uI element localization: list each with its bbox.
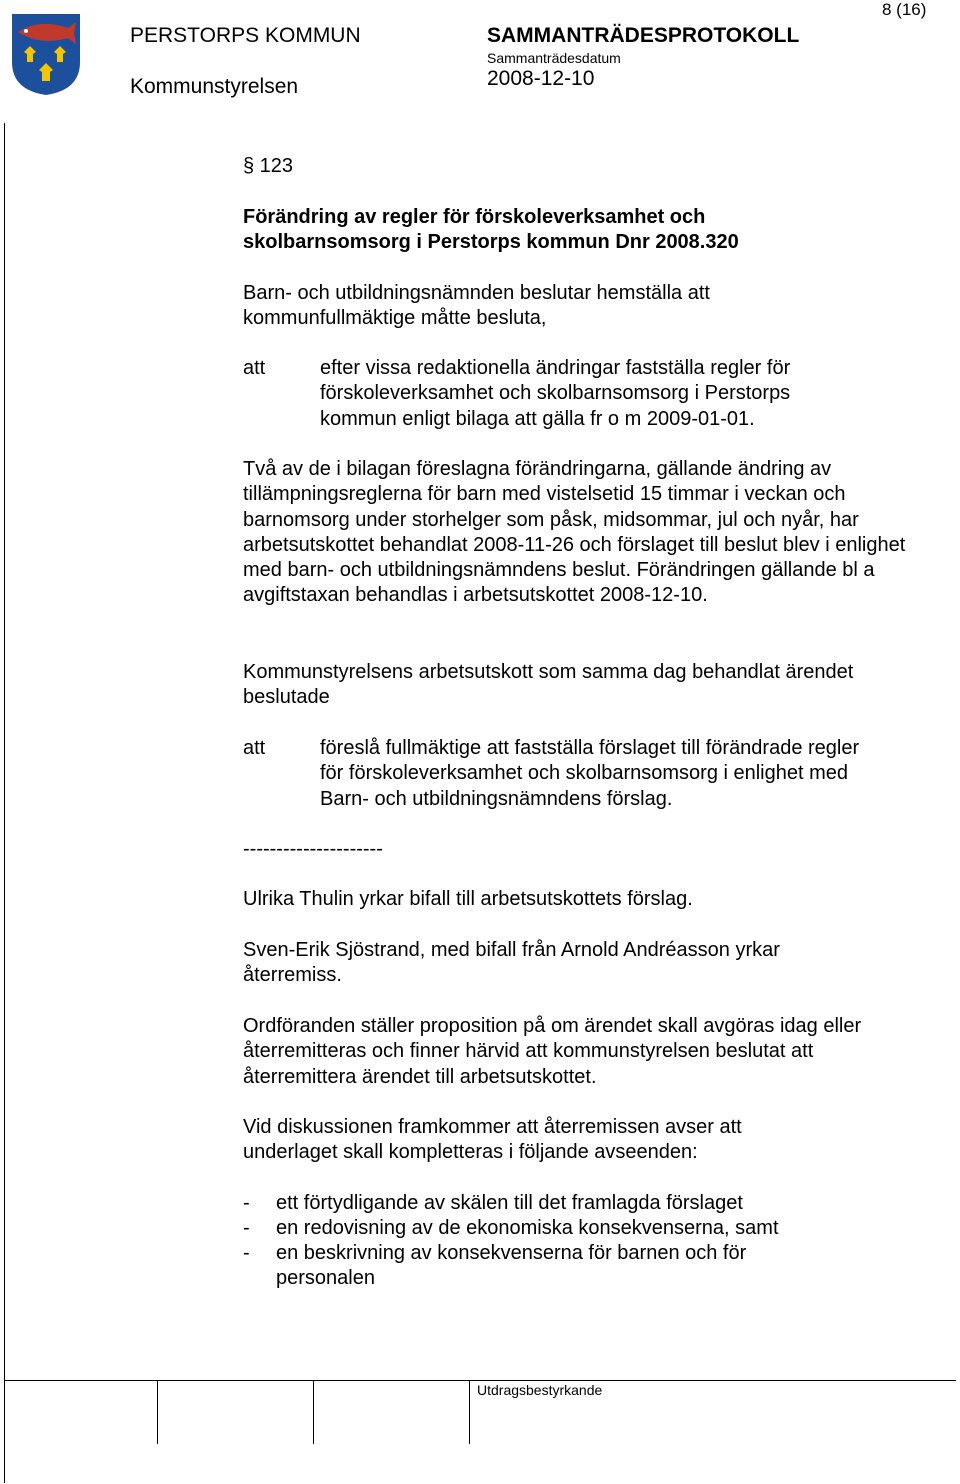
list-item-text: ett förtydligande av skälen till det framlagda förslaget: [276, 1192, 743, 1214]
left-margin-rule: [4, 123, 5, 1483]
municipality-coat-of-arms: [10, 12, 82, 96]
chair-proposition-paragraph: Ordföranden ställer proposition på om ärendet skall avgöras idag eller återremitteras och finner härvid att kommunstyrelsen beslutat att återremittera ärendet till arbetsutskottet.: [243, 1015, 862, 1088]
committee-name: Kommunstyrelsen: [130, 75, 299, 98]
list-item-text: en beskrivning av konsekvenserna för barnen och för personalen: [276, 1242, 747, 1290]
paragraph-number: § 123: [243, 155, 294, 177]
divider-dashes: ---------------------: [243, 838, 383, 860]
extract-certification-label: Utdragsbestyrkande: [477, 1382, 603, 1398]
municipality-name: PERSTORPS KOMMUN: [130, 24, 361, 47]
intro-paragraph: Barn- och utbildningsnämnden beslutar hemställa att kommunfullmäktige måtte besluta,: [243, 282, 710, 330]
att-keyword: att: [243, 737, 266, 759]
meeting-date-label: Sammanträdesdatum: [487, 50, 621, 66]
att-keyword: att: [243, 357, 266, 379]
signature-box-divider: [313, 1380, 314, 1444]
list-dash: -: [243, 1242, 250, 1264]
signature-box-divider: [157, 1380, 158, 1444]
ulrika-paragraph: Ulrika Thulin yrkar bifall till arbetsutskottets förslag.: [243, 888, 693, 910]
meeting-date: 2008-12-10: [487, 67, 595, 90]
document-title: SAMMANTRÄDESPROTOKOLL: [487, 24, 800, 47]
list-dash: -: [243, 1217, 250, 1239]
att-clause-text: föreslå fullmäktige att fastställa förslaget till förändrade regler för förskoleverksamhet och skolbarnsomsorg i enlighet med Barn- och utbildningsnämndens förslag.: [320, 737, 860, 810]
changes-paragraph: Två av de i bilagan föreslagna förändringarna, gällande ändring av tillämpningsreglerna för barn med vistelsetid 15 timmar i veckan och barnomsorg under storhelger som påsk, midsommar, jul och nyår, har arbetsutskottet behandlat 2008-11-26 och förslaget till beslut blev i enlighet med barn- och utbildningsnämndens beslut. Förändringen gällande bl a avgiftstaxan behandlas i arbetsutskottet 2008-12-10.: [243, 458, 906, 607]
list-dash: -: [243, 1192, 250, 1214]
discussion-paragraph: Vid diskussionen framkommer att återremissen avser att underlaget skall kompletteras i följande avseenden:: [243, 1116, 742, 1164]
page-number: 8 (16): [882, 0, 927, 19]
footer-rule: [4, 1380, 956, 1381]
committee-paragraph: Kommunstyrelsens arbetsutskott som samma dag behandlat ärendet beslutade: [243, 661, 854, 709]
section-title-line-2: skolbarnsomsorg i Perstorps kommun Dnr 2008.320: [243, 231, 739, 253]
section-title-line-1: Förändring av regler för förskoleverksamhet och: [243, 206, 706, 228]
sven-erik-paragraph: Sven-Erik Sjöstrand, med bifall från Arnold Andréasson yrkar återremiss.: [243, 939, 780, 987]
signature-box-divider: [469, 1380, 470, 1444]
list-item-text: en redovisning av de ekonomiska konsekvenserna, samt: [276, 1217, 779, 1239]
att-clause-text: efter vissa redaktionella ändringar fastställa regler för förskoleverksamhet och skolbarnsomsorg i Perstorps kommun enligt bilaga att gälla fr o m 2009-01-01.: [320, 357, 791, 430]
